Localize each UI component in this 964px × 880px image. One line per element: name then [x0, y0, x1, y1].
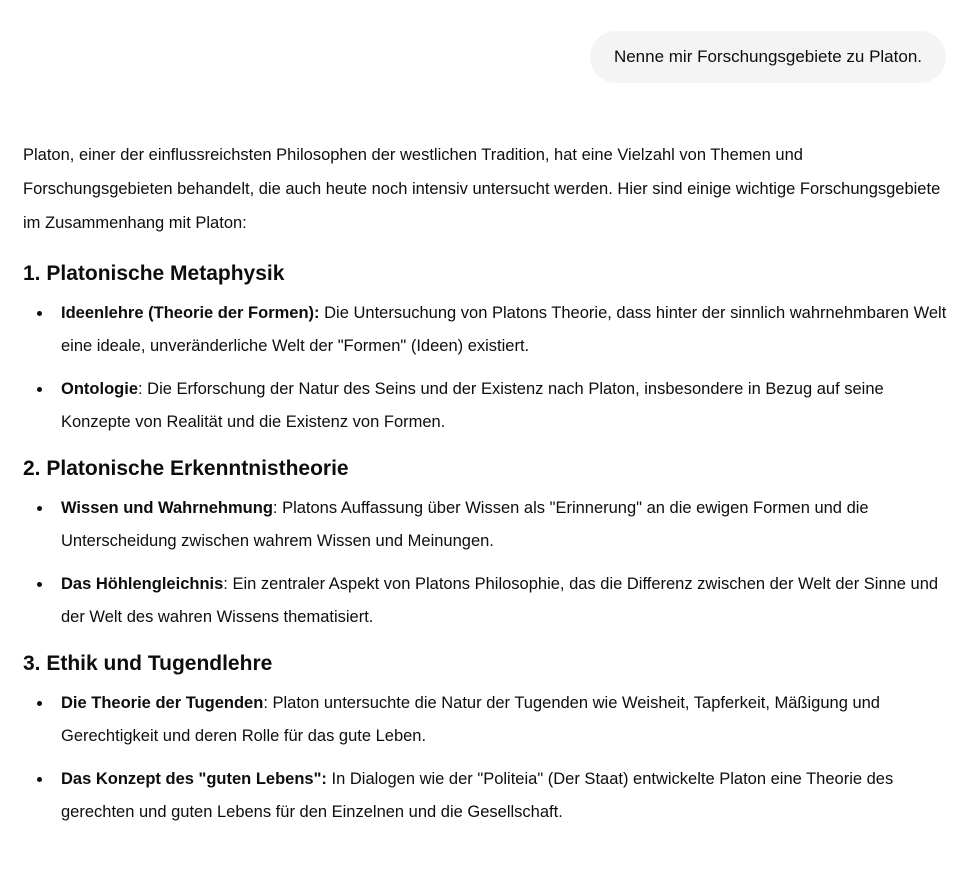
- section-title-erkenntnistheorie: 2. Platonische Erkenntnistheorie: [23, 457, 349, 480]
- section-title-ethik: 3. Ethik und Tugendlehre: [23, 652, 273, 675]
- bullet-icon: [37, 387, 42, 392]
- section-list-ethik: [23, 687, 948, 829]
- bullet-icon: [37, 506, 42, 511]
- user-message-row: [590, 31, 946, 83]
- list-item: [23, 492, 948, 558]
- item-term: Das Konzept des "guten Lebens":: [61, 770, 327, 788]
- section-list-metaphysik: [23, 297, 948, 439]
- list-item: [23, 373, 948, 439]
- item-text: : Die Erforschung der Natur des Seins und der Existenz nach Platon, insbesondere in Bezug auf seine Konzepte von Realität und die Existenz von Formen.: [61, 380, 884, 431]
- bullet-icon: [37, 777, 42, 782]
- item-term: Die Theorie der Tugenden: [61, 694, 264, 712]
- section-list-erkenntnistheorie: [23, 492, 948, 634]
- bullet-icon: [37, 701, 42, 706]
- answer-intro: Platon, einer der einflussreichsten Philosophen der westlichen Tradition, hat eine Vielzahl von Themen und Forschungsgebieten behandelt, die auch heute noch intensiv untersucht werden. Hier sind einige wichtige Forschungsgebiete im Zusammenhang mit Platon:: [23, 146, 941, 232]
- bullet-icon: [37, 582, 42, 587]
- list-item: [23, 568, 948, 634]
- item-term: Das Höhlengleichnis: [61, 575, 224, 593]
- list-item: [23, 687, 948, 753]
- bullet-icon: [37, 311, 42, 316]
- item-term: Wissen und Wahrnehmung: [61, 499, 273, 517]
- list-item: [23, 297, 948, 363]
- item-text: Die Untersuchung von Platons Theorie, dass hinter der sinnlich wahrnehmbaren Welt eine ideale, unveränderliche Welt der "Formen" (Ideen) existiert.: [61, 304, 947, 355]
- item-term: Ontologie: [61, 380, 138, 398]
- item-text: : Ein zentraler Aspekt von Platons Philosophie, das die Differenz zwischen der Welt der Sinne und der Welt des wahren Wissens thematisiert.: [61, 575, 939, 626]
- item-text: : Platons Auffassung über Wissen als "Erinnerung" an die ewigen Formen und die Unterscheidung zwischen wahrem Wissen und Meinungen.: [61, 499, 869, 550]
- assistant-answer: [23, 138, 948, 829]
- user-message-bubble: Nenne mir Forschungsgebiete zu Platon.: [590, 31, 946, 83]
- item-text: : Platon untersuchte die Natur der Tugenden wie Weisheit, Tapferkeit, Mäßigung und Gerechtigkeit und deren Rolle für das gute Leben.: [61, 694, 880, 745]
- section-title-metaphysik: 1. Platonische Metaphysik: [23, 262, 285, 285]
- item-term: Ideenlehre (Theorie der Formen):: [61, 304, 320, 322]
- list-item: [23, 763, 948, 829]
- item-text: In Dialogen wie der "Politeia" (Der Staat) entwickelte Platon eine Theorie des gerechten und guten Lebens für den Einzelnen und die Gesellschaft.: [61, 770, 894, 821]
